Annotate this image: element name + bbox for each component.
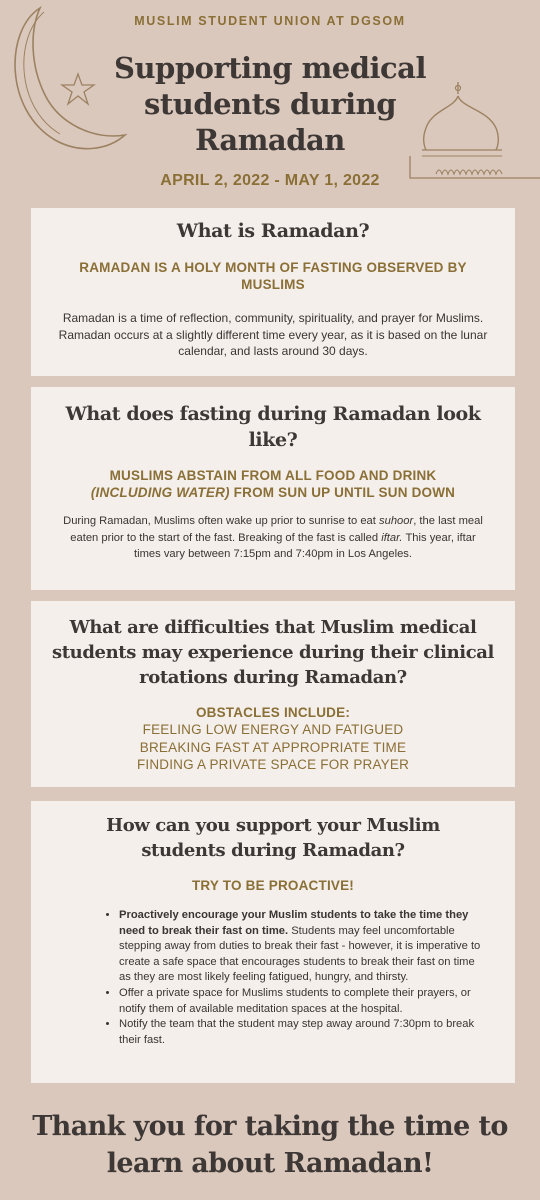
card-what-is-ramadan — [31, 208, 515, 376]
card-support — [31, 801, 515, 1083]
star-icon — [58, 70, 102, 110]
section-heading: What are difficulties that Muslim medical students may experience during their clinical rotations during Ramadan? — [52, 617, 494, 688]
subheading-part: FROM SUN UP UNTIL SUN DOWN — [229, 485, 456, 500]
section-heading: What is Ramadan? — [176, 220, 370, 242]
section-heading: How can you support your Muslim students during Ramadan? — [106, 815, 440, 861]
page-title: Supporting medical students during Ramadan — [114, 51, 426, 157]
obstacle-item: BREAKING FAST AT APPROPRIATE TIME — [139, 739, 407, 755]
section-body: Ramadan is a time of reflection, community, spirituality, and prayer for Muslims. Ramadan occurs at a slightly different time every year, as it is based on the lunar calendar, and lasts around 30 days. — [58, 311, 488, 358]
date-range: APRIL 2, 2022 - MAY 1, 2022 — [160, 172, 380, 189]
section-subheading: OBSTACLES INCLUDE: — [195, 705, 351, 720]
list-item: • Offer a private space for Muslims students to complete their prayers, or notify them of available meditation spaces at the hospital. — [119, 986, 487, 1017]
bullet-text: Students may feel uncomfortable stepping away from duties to break their fast - however, it is imperative to create a safe space that encourages students to break their fast on time as they are most likely feeling fatigued, hungry, and thirsty. — [119, 924, 481, 984]
section-subheading: RAMADAN IS A HOLY MONTH OF FASTING OBSERVED BY MUSLIMS — [79, 260, 467, 292]
body-part: This year, iftar times vary between 7:15pm and 7:40pm in Los Angeles. — [134, 531, 476, 560]
body-italic: iftar. — [381, 531, 403, 544]
bullet-bold: Proactively encourage your Muslim students to take the time they need to break their fast on time. — [119, 909, 469, 937]
support-list — [31, 908, 487, 1048]
section-subheading — [61, 467, 485, 501]
section-subheading: TRY TO BE PROACTIVE! — [191, 878, 355, 893]
body-part: During Ramadan, Muslims often wake up prior to sunrise to eat — [63, 515, 379, 527]
list-item: • Notify the team that the student may step away around 7:30pm to break their fast. — [119, 1017, 487, 1048]
obstacle-item: FINDING A PRIVATE SPACE FOR PRAYER — [136, 757, 410, 772]
subheading-italic: (INCLUDING WATER) — [90, 485, 230, 500]
section-body — [57, 513, 489, 563]
list-item — [119, 908, 487, 986]
organization-name: MUSLIM STUDENT UNION AT DGSOM — [134, 14, 406, 28]
card-fasting — [31, 387, 515, 590]
body-part: , the last meal eaten prior to the start of the fast. Breaking of the fast is called — [70, 515, 483, 544]
closing-message: Thank you for taking the time to learn about Ramadan! — [32, 1111, 508, 1179]
section-heading: What does fasting during Ramadan look like? — [65, 403, 481, 451]
body-italic: suhoor — [379, 515, 414, 527]
card-difficulties — [31, 601, 515, 787]
subheading-part: MUSLIMS ABSTAIN FROM ALL FOOD AND DRINK — [109, 468, 437, 483]
obstacle-item: FEELING LOW ENERGY AND FATIGUED — [142, 722, 404, 737]
